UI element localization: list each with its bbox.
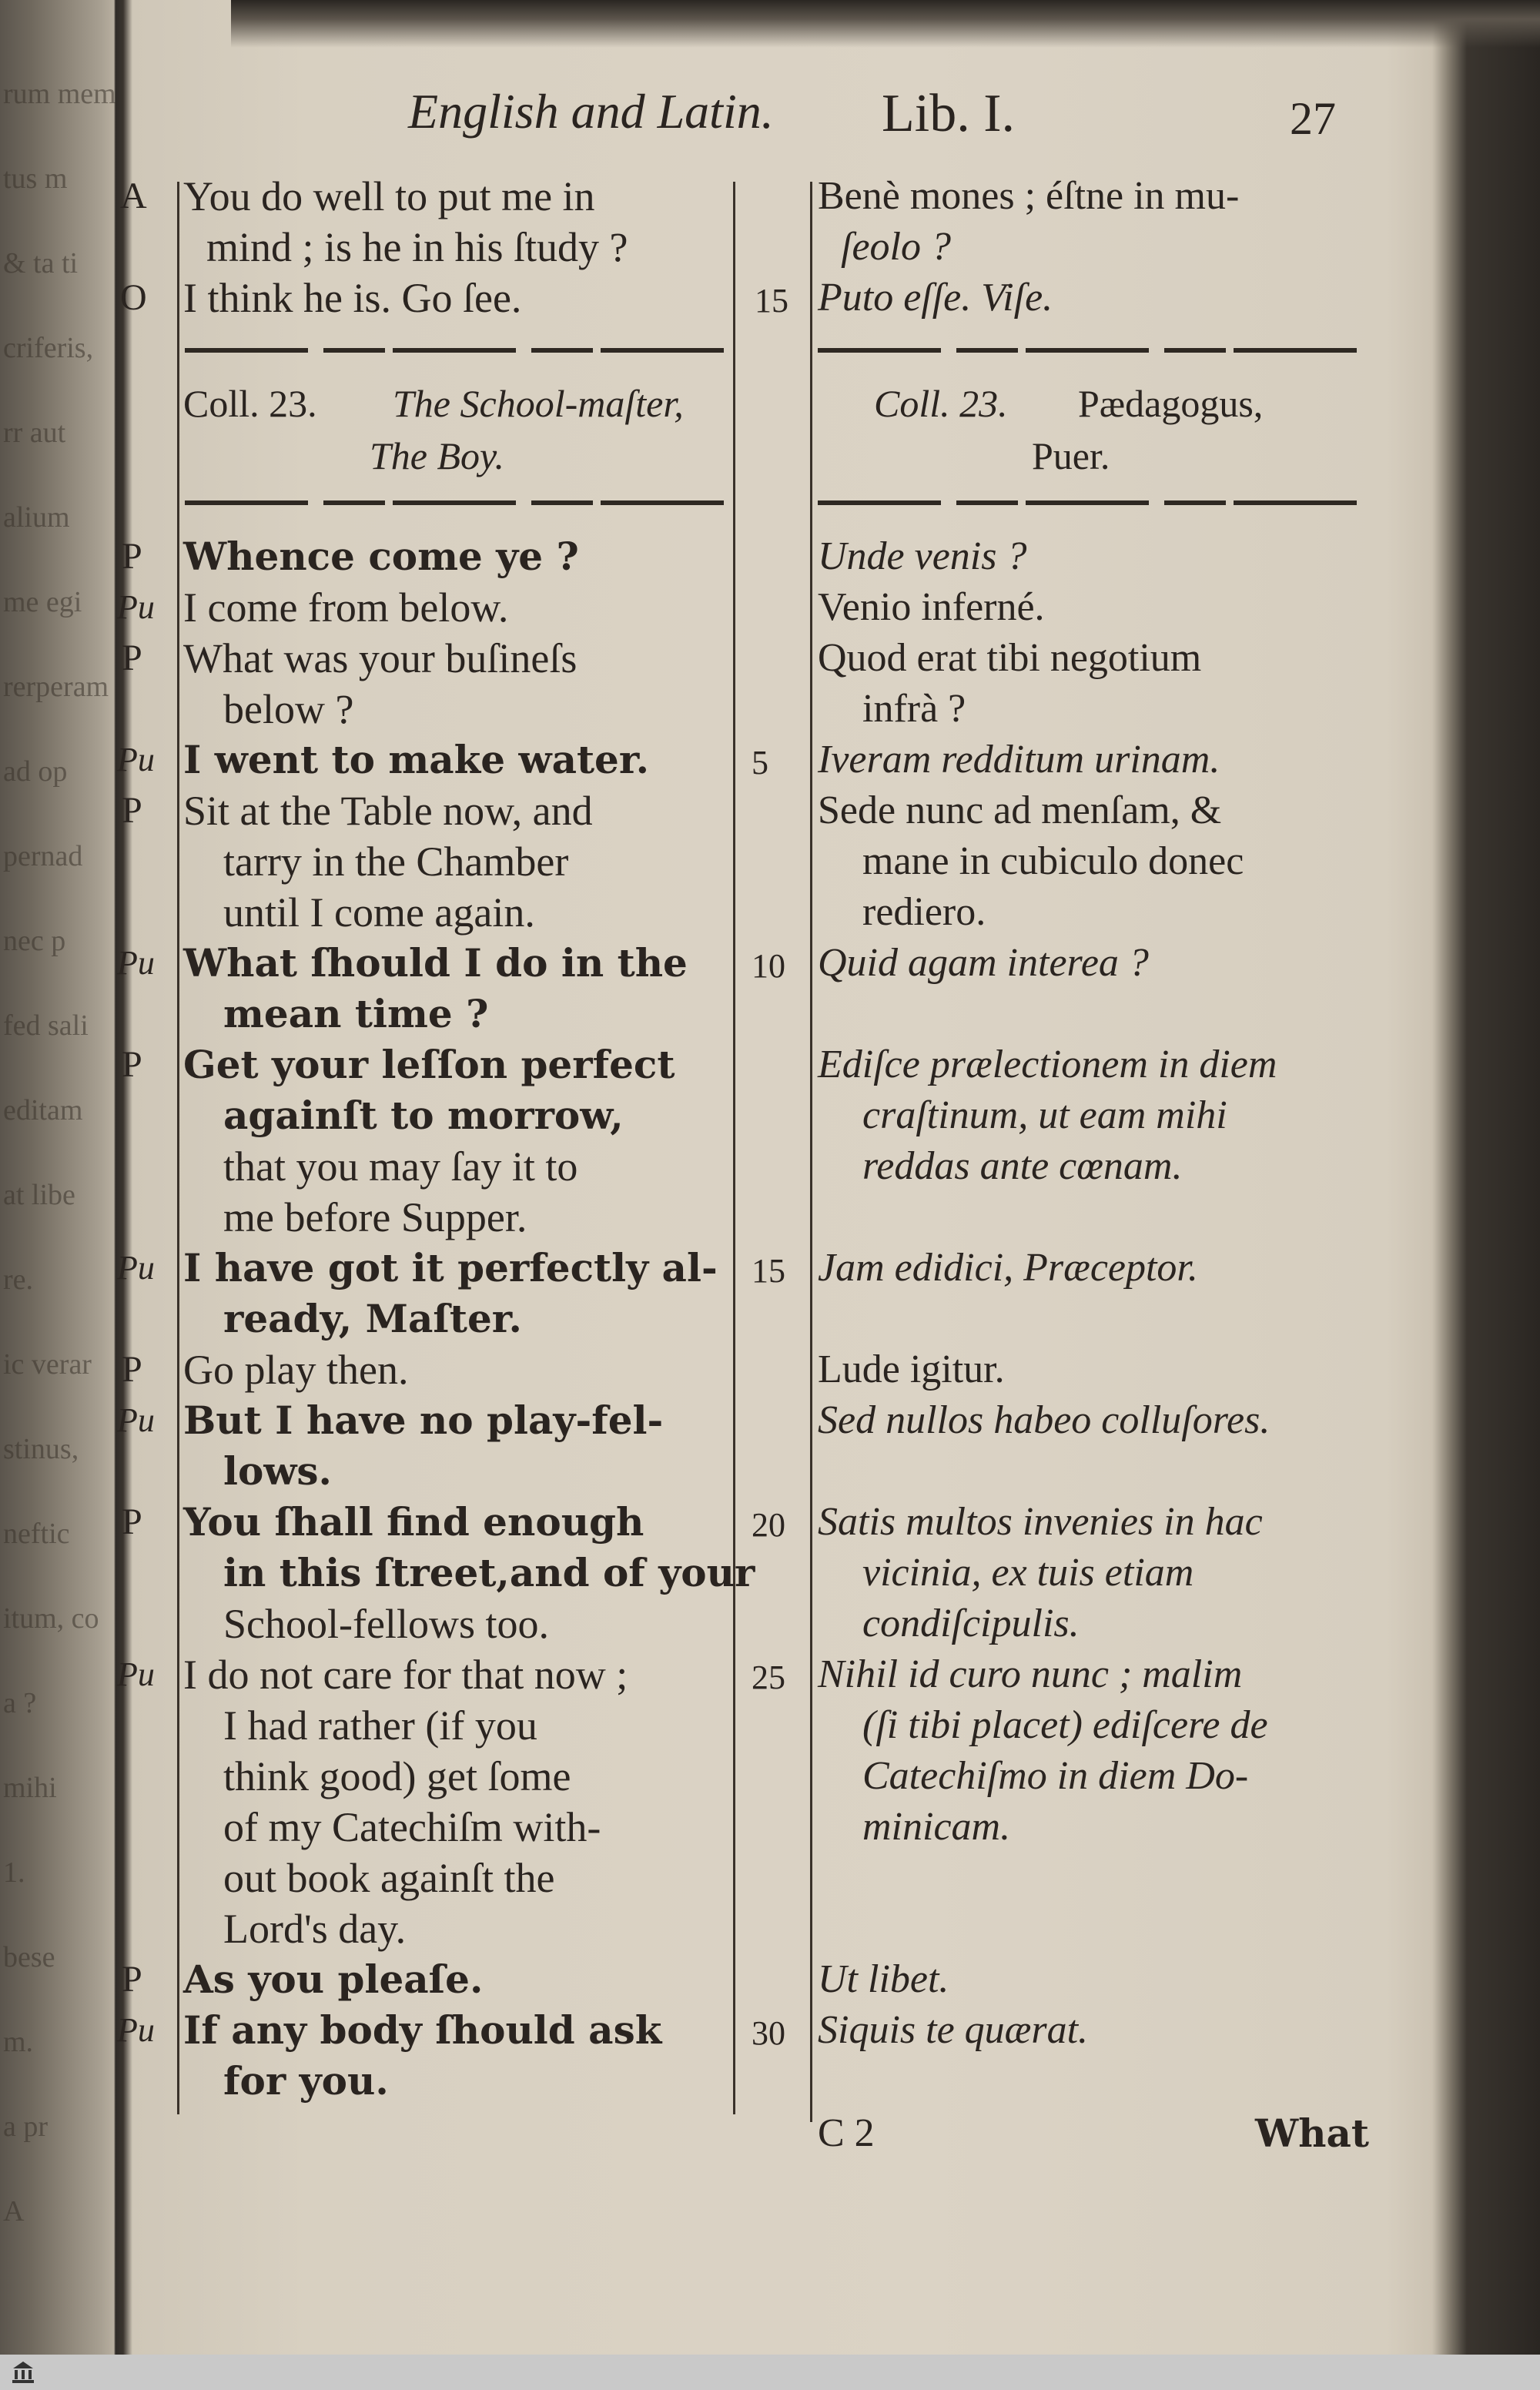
latin-line: Satis multos invenies in hac	[818, 1500, 1263, 1544]
english-line: mean time ?	[223, 991, 489, 1036]
latin-line: Puto eſſe. Viſe.	[818, 276, 1053, 320]
center-column-rule	[733, 182, 735, 2114]
english-line: out book againſt the	[223, 1855, 555, 1901]
previous-page-fragment: rr aut	[3, 417, 66, 449]
right-column-rule	[810, 182, 812, 2122]
latin-line: Venio inferné.	[818, 585, 1045, 629]
colloquy-subtitle-en: The Boy.	[370, 434, 504, 477]
colloquy-label-en: Coll. 23.	[183, 382, 317, 425]
english-line: in this ſtreet,and of your	[223, 1550, 755, 1595]
english-line: below ?	[223, 686, 354, 732]
speaker-label: Pu	[117, 2011, 155, 2049]
english-line: Whence come ye ?	[183, 534, 579, 579]
latin-line: rediero.	[862, 890, 986, 934]
english-line: think good) get ſome	[223, 1753, 571, 1799]
previous-page-fragment: at libe	[3, 1179, 75, 1211]
viewer-footer	[0, 2355, 1540, 2390]
latin-line: condiſcipulis.	[862, 1602, 1080, 1645]
previous-page-fragment: pernad	[3, 840, 83, 872]
previous-page-fragment: a ?	[3, 1687, 37, 1719]
english-line: Get your leſſon perfect	[183, 1042, 675, 1087]
book-number: Lib. I.	[882, 84, 1016, 143]
speaker-label: O	[120, 277, 147, 318]
previous-page-fragment: 1.	[3, 1856, 25, 1889]
previous-page-fragment: criferis,	[3, 332, 94, 364]
latin-line: Unde venis ?	[818, 534, 1027, 578]
previous-page-fragment: me egi	[3, 586, 82, 618]
previous-page-fragment: fed sali	[3, 1009, 89, 1042]
latin-line: Jam edidici, Præceptor.	[818, 1246, 1198, 1290]
previous-page-fragment: ic verar	[3, 1348, 92, 1381]
divider	[185, 348, 724, 353]
catchword: What	[1255, 2110, 1369, 2156]
latin-line: Lude igitur.	[818, 1347, 1005, 1391]
previous-page-fragment: nec p	[3, 925, 66, 957]
page-number: 27	[1290, 93, 1336, 144]
speaker-label: A	[120, 176, 147, 216]
english-line: for you.	[223, 2058, 389, 2104]
latin-line: reddas ante cœnam.	[862, 1144, 1183, 1188]
english-line: Go play then.	[183, 1347, 409, 1393]
book-page	[116, 0, 1455, 2355]
speaker-label: Pu	[117, 1655, 155, 1693]
english-line: of my Catechiſm with-	[223, 1804, 601, 1850]
english-line: School-fellows too.	[223, 1601, 549, 1647]
divider	[185, 500, 724, 505]
english-line: I come from below.	[183, 584, 509, 631]
speaker-label: Pu	[117, 1249, 155, 1287]
signature-mark: C 2	[818, 2111, 875, 2155]
top-shadow	[231, 0, 1540, 48]
colloquy-subtitle-la: Puer.	[1032, 434, 1110, 477]
english-line: I think he is. Go ſee.	[183, 275, 522, 321]
latin-line: mane in cubiculo donec	[862, 839, 1244, 883]
latin-line: Ediſce prælectionem in diem	[818, 1043, 1277, 1086]
previous-page-fragment: rerperam	[3, 671, 109, 703]
previous-page-fragment: rum mem	[3, 78, 116, 110]
english-line: that you may ſay it to	[223, 1143, 578, 1190]
speaker-label: Pu	[117, 1401, 155, 1439]
english-line: I had rather (if you	[223, 1702, 537, 1749]
english-line: What ſhould I do in the	[183, 940, 688, 986]
speaker-label: Pu	[117, 741, 155, 778]
divider	[818, 348, 1357, 353]
line-number: 25	[752, 1659, 785, 1696]
english-line: until I come again.	[223, 889, 535, 936]
previous-page-fragment: ad op	[3, 755, 68, 788]
latin-line: Iveram redditum urinam.	[818, 738, 1220, 782]
line-number: 10	[752, 947, 785, 985]
latin-line: vicinia, ex tuis etiam	[862, 1551, 1194, 1595]
latin-line: Sede nunc ad menſam, &	[818, 788, 1222, 832]
left-column-rule	[177, 182, 179, 2114]
english-line: You ſhall find enough	[183, 1499, 644, 1545]
english-line: But I have no play-fel-	[183, 1398, 664, 1443]
english-line: Lord's day.	[223, 1906, 407, 1952]
previous-page-fragment: alium	[3, 501, 70, 534]
speaker-label: Pu	[117, 588, 155, 626]
colloquy-title-en: The School-maſter,	[393, 382, 684, 425]
divider	[818, 500, 1357, 505]
english-line: me before Supper.	[223, 1194, 527, 1240]
english-line: Sit at the Table now, and	[183, 788, 593, 834]
previous-page-fragment: itum, co	[3, 1602, 99, 1635]
previous-page-fragment: bese	[3, 1941, 55, 1973]
line-number: 30	[752, 2014, 785, 2052]
latin-line: infrà ?	[862, 687, 966, 731]
previous-page-fragment: neftic	[3, 1518, 70, 1550]
previous-page-fragment: editam	[3, 1094, 83, 1126]
english-line: I do not care for that now ;	[183, 1652, 628, 1698]
latin-line: Nihil id curo nunc ; malim	[818, 1652, 1243, 1696]
speaker-label: P	[122, 536, 142, 577]
previous-page-fragment: & ta ti	[3, 247, 79, 280]
latin-line: minicam.	[862, 1805, 1011, 1849]
latin-line: Ut libet.	[818, 1957, 949, 2001]
line-number: 15	[752, 1252, 785, 1290]
latin-line: craſtinum, ut eam mihi	[862, 1093, 1227, 1137]
speaker-label: P	[122, 1501, 142, 1542]
previous-page-fragment: re.	[3, 1264, 34, 1296]
latin-line: Sed nullos habeo colluſores.	[818, 1398, 1270, 1442]
english-line: If any body ſhould ask	[183, 2007, 662, 2053]
english-line: tarry in the Chamber	[223, 839, 569, 885]
english-line: As you pleaſe.	[183, 1957, 484, 2002]
colloquy-label-la: Coll. 23.	[874, 382, 1008, 425]
english-line: What was your buſineſs	[183, 635, 578, 681]
line-number: 5	[752, 744, 768, 782]
previous-page-fragment: mihi	[3, 1772, 57, 1804]
english-line: I went to make water.	[183, 737, 650, 782]
previous-page-fragment: tus m	[3, 162, 68, 195]
line-number: 20	[752, 1506, 785, 1544]
line-number: 15	[755, 282, 788, 320]
english-line: mind ; is he in his ſtudy ?	[206, 224, 628, 270]
latin-line: Benè mones ; éſtne in mu-	[818, 174, 1240, 218]
previous-page-fragment: a pr	[3, 2110, 49, 2143]
english-line: lows.	[223, 1448, 332, 1494]
speaker-label: P	[122, 1349, 142, 1390]
running-title: English and Latin.	[408, 84, 774, 139]
colloquy-title-la: Pædagogus,	[1078, 382, 1264, 425]
english-line: You do well to put me in	[183, 173, 595, 219]
english-line: I have got it perfectly al-	[183, 1245, 718, 1290]
speaker-label: P	[122, 790, 142, 831]
library-logo-icon	[9, 2359, 37, 2385]
latin-line: ſeolo ?	[841, 225, 951, 269]
english-line: againſt to morrow,	[223, 1093, 624, 1138]
latin-line: (ſi tibi placet) ediſcere de	[862, 1703, 1268, 1747]
previous-page-fragment: A	[3, 2195, 25, 2228]
english-line: ready, Maſter.	[223, 1296, 522, 1341]
speaker-label: Pu	[117, 944, 155, 982]
latin-line: Quod erat tibi negotium	[818, 636, 1202, 680]
latin-line: Quid agam interea ?	[818, 941, 1149, 985]
latin-line: Siquis te quærat.	[818, 2008, 1089, 2052]
speaker-label: P	[122, 1044, 142, 1085]
previous-page-fragment: m.	[3, 2026, 34, 2058]
previous-page-fragment: stinus,	[3, 1433, 79, 1465]
speaker-label: P	[122, 638, 142, 678]
speaker-label: P	[122, 1959, 142, 2000]
previous-page-edge	[0, 62, 116, 2295]
latin-line: Catechiſmo in diem Do-	[862, 1754, 1249, 1798]
